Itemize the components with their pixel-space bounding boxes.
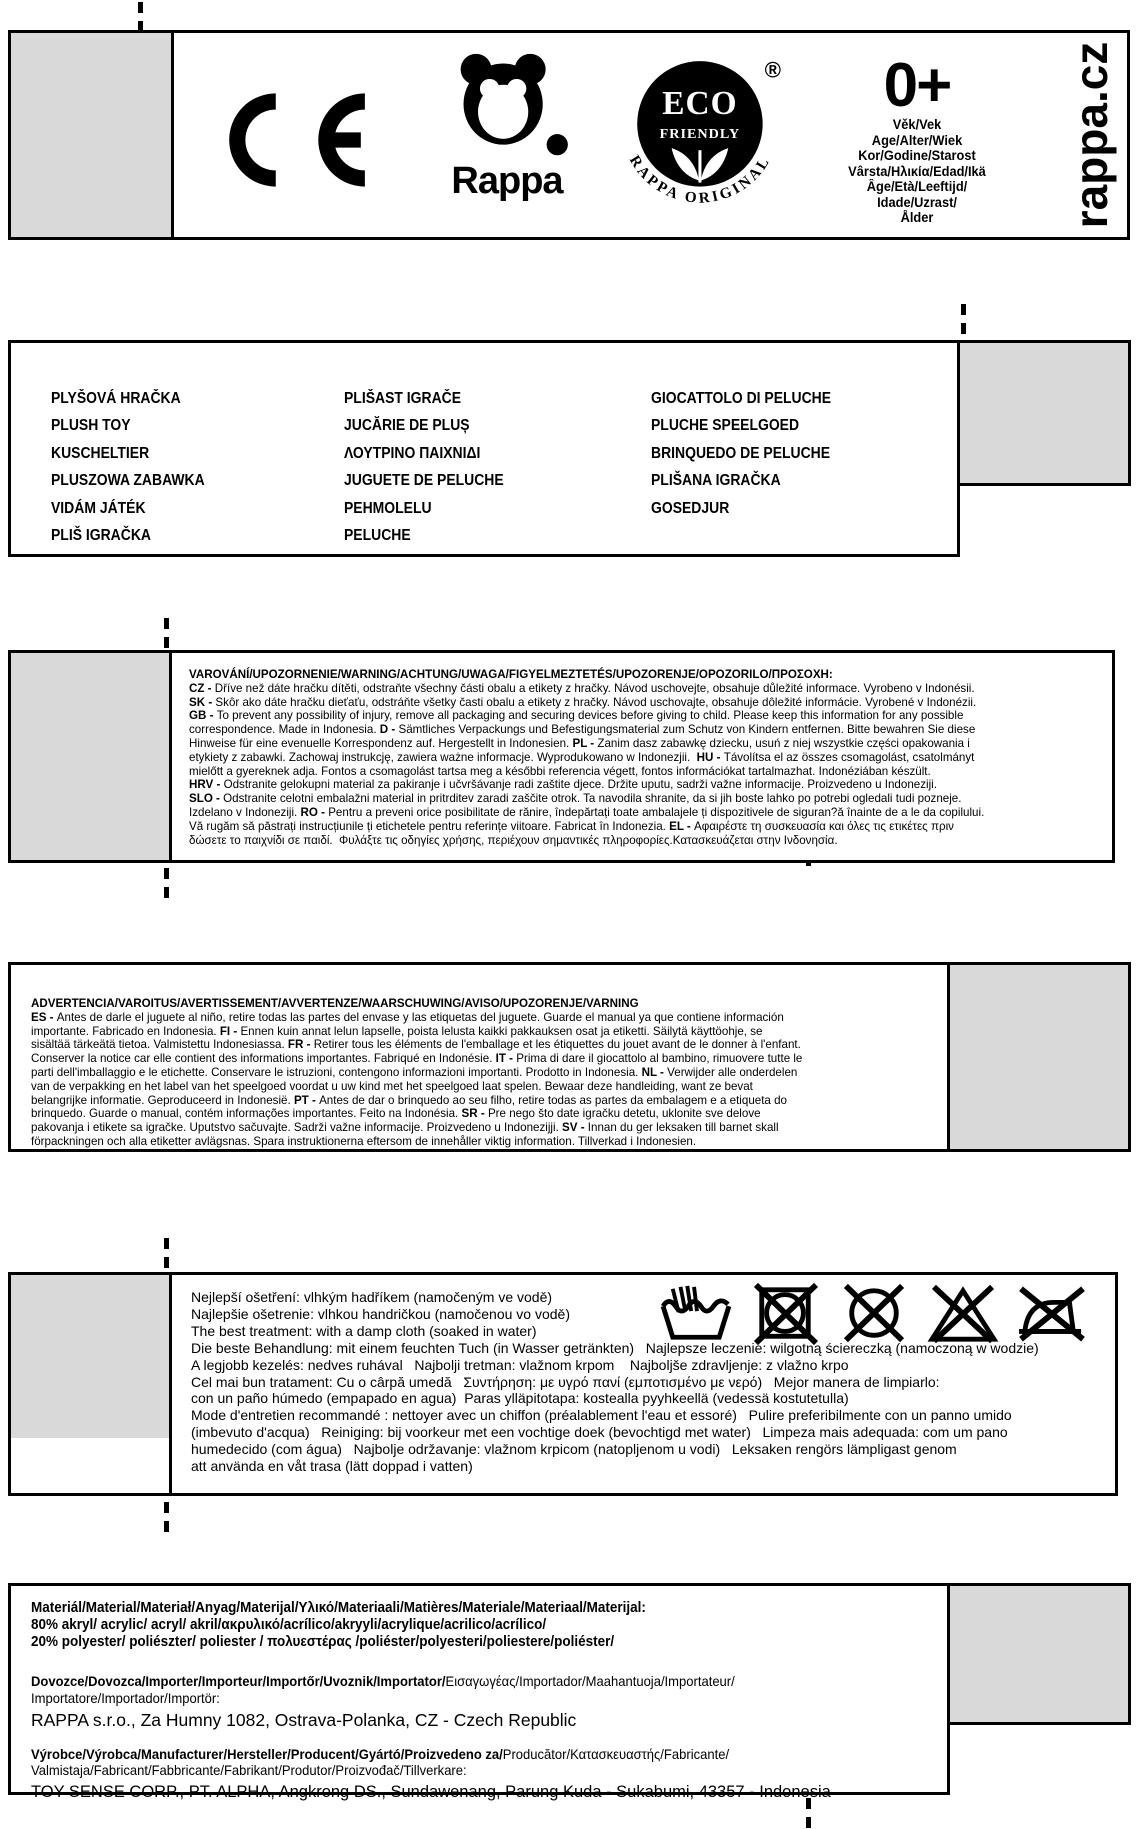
cut-mark (961, 304, 966, 342)
cut-mark (164, 1238, 169, 1276)
brand-wordmark: Rappa (451, 160, 563, 202)
text-line: SK - Skôr ako dáte hračku dieťaťu, odstráňte všetky časti obalu a etikety z hračky. Návod uschovajte, obsahuje dôležité informácie. Vyrobené v Indonézii. (189, 695, 977, 709)
masked-area (11, 653, 172, 860)
cut-mark (806, 1798, 811, 1829)
text-line: 80% akryl/ acrylic/ acryl/ akril/ακρυλικό/acrílico/akryyli/acrylique/acrilico/acrílico/ (31, 1617, 547, 1633)
warning-title: VAROVÁNÍ/UPOZORNENIE/WARNING/ACHTUNG/UWAGA/FIGYELMEZTETÉS/UPOZORENJE/OPOZORILO/ΠΡΟΣΟΧΗ: (189, 668, 833, 681)
text-line: Hinweise für eine evenuelle Korrespondenz auf. Hergestellt in Indonesien. PL - Zanim dasz zabawkę dziecku, usuń z niej wszystkie części opakowania i (189, 736, 970, 750)
text-line: parti dell'imballaggio e le etichette. Conservare le istruzioni, contengono informazioni importanti. Prodotto in Indonesia. NL - Verwijder alle onderdelen (31, 1065, 798, 1079)
text-line: PLIŠ IGRAČKA (51, 527, 151, 545)
text-line: Ålder (900, 210, 934, 225)
text-line: CZ - Dříve než dáte hračku dítěti, odstraňte všechny části obalu a etikety z hračky. Návod uschovejte, obsahuje důležité informace. Vyrobeno v Indonésii. (189, 681, 975, 695)
materials-block (31, 1600, 873, 1651)
manufacturer-address: TOY SENSE CORP., PT. ALPHA, Angkrong DS., Sundawenang, Parung Kuda - Sukabumi, 43357 - Indonesia (31, 1783, 831, 1802)
advertencia-title: ADVERTENCIA/VAROITUS/AVERTISSEMENT/AVVERTENZE/WAARSCHUWING/AVISO/UPOZORENJE/VARNING (31, 997, 639, 1010)
text-line: Cel mai bun tratament: Cu o cârpă umedă Συντήρηση: με υγρό πανί (εμποτισμένο με νερό) Mejor manera de limpiarlo: (191, 1373, 940, 1390)
materials-lines (31, 1617, 873, 1651)
text-line: con un paño húmedo (empapado en agua) Paras ylläpitotapa: kostealla pyyhkeellä (vedessä kostutetulla) (191, 1390, 849, 1407)
warning-lines (189, 682, 1114, 848)
website-text: rappa.cz (1065, 41, 1117, 229)
text-line: GOSEDJUR (651, 499, 730, 517)
text-line: PLUSZOWA ZABAWKA (51, 472, 205, 490)
text-line: A legjobb kezelés: nedves ruhával Najbolji tretman: vlažnom krpom Najboljše zdravljenje: z vlažno krpo (191, 1356, 849, 1373)
material-info-content (31, 1600, 936, 1802)
text-line: belangrijke informatie. Geproduceerd in Indonesië. PT - Antes de dar o brinquedo ao seu filho, retire todas as partes da embalagem e a etiqueta do (31, 1093, 788, 1107)
text-line: KUSCHELTIER (51, 444, 150, 462)
text-line: PLUCHE SPEELGOED (651, 417, 800, 435)
text-line: PLIŠANA IGRAČKA (651, 472, 781, 490)
materials-title: Materiál/Material/Materiał/Anyag/Materijal/Υλικό/Materiaali/Matières/Materiale/Materiaal/Materijal: (31, 1600, 646, 1616)
product-names-col3 (651, 385, 831, 522)
text-line: (imbevuto d'acqua) Reiniging: bij voorkeur met een vochtige doek (bevochtigd met water) Limpeza mais adequada: com um pano (191, 1424, 1008, 1441)
text-line: mielőtt a gyereknek adja. Fontos a csomagolást tartsa meg a későbbi referencia végett, fontos információkat tartalmazhat. Indonéziában készült. (189, 764, 931, 778)
handwash-icon (656, 1283, 736, 1345)
product-names-col1 (51, 385, 205, 549)
text-line: brinquedo. Guarde o manual, contém informações importantes. Feito na Indonésia. SR - Pre nego što date igračku detetu, uklonite sve delove (31, 1107, 761, 1121)
material-info-box (8, 1583, 950, 1802)
manufacturer-block (31, 1746, 936, 1803)
text-line: Kor/Godine/Starost (858, 148, 976, 163)
text-line: GIOCATTOLO DI PELUCHE (651, 390, 832, 407)
text-line: Nejlepší ošetření: vlhkým hadříkem (namočeným ve vodě) (191, 1289, 553, 1305)
text-line: Âge/Età/Leeftijd/ (866, 179, 968, 194)
text-line: PLUSH TOY (51, 417, 131, 435)
text-line: PLYŠOVÁ HRAČKA (51, 390, 181, 407)
text-line: Die beste Behandlung: mit einem feuchten Tuch (in Wasser getränkten) Najlepsze leczenie: wilgotną ściereczką (namoczoną w wodzie) (191, 1339, 1039, 1356)
text-line: sisältää tärkeätä tietoa. Valmistettu Indonesiassa. FR - Retirer tous les éléments de l'emballage et les étiquettes du jouet avant de le donner à l'enfant. (31, 1038, 801, 1052)
advertencia-text (31, 997, 936, 1149)
product-names-col2 (344, 385, 504, 549)
text-line: att använda en våt trasa (lätt doppad i vatten) (191, 1458, 473, 1475)
masked-area (11, 33, 174, 237)
text-line: ES - Antes de darle el juguete al niño, retire todas las partes del envase y las etiquetas del juguete. Guarde el manual ya que contiene información (31, 1010, 784, 1024)
cut-mark (164, 1502, 169, 1540)
importer-title: Dovozce/Dovozca/Importer/Importeur/Importőr/Uvoznik/Importator/Εισαγωγέας/Importador/Maahantuoja/Importateur/ (31, 1673, 735, 1689)
advertencia-box (8, 962, 950, 1152)
text-line: ΛΟΥΤΡΙΝΟ ΠΑΙΧΝΙΔΙ (344, 444, 481, 462)
masked-area (947, 1583, 1131, 1725)
text-line: Mode d'entretien recommandé : nettoyer avec un chiffon (préalablement l'eau et essoré) Pulire preferibilmente con un panno umido (191, 1407, 1012, 1424)
text-line: etykiety z zabawki. Zachowaj instrukcję, zawiera ważne informacje. Wyprodukowano w Indonezjii. HU - Távolítsa el az összes csomagolást, csatolmányt (189, 750, 975, 764)
text-line: HRV - Odstranite gelokupni material za pakiranje i učvršávanje radi zaštite djece. Držite uputu, sadrži važne informacije. Proizvedeno u Indoneziji. (189, 778, 937, 792)
text-line: PELUCHE (344, 527, 411, 545)
website-vertical (1063, 33, 1119, 237)
registered-mark: ® (764, 57, 781, 83)
text-line: JUGUETE DE PELUCHE (344, 472, 504, 490)
text-line: Najlepšie ošetrenie: vlhkou handričkou (namočenou vo vodě) (191, 1305, 570, 1322)
advertencia-lines (31, 1011, 936, 1149)
text-line: Věk/Vek (892, 117, 942, 132)
text-line: SLO - Odstranite celotni embalažni material in pritrditev zaradi zaščite otrok. Ta navodila shranite, da si jih boste lahko po potrebi ogledali tudi pozneje. (189, 792, 962, 806)
laundry-care-icons (656, 1283, 1092, 1345)
text-line: The best treatment: with a damp cloth (soaked in water) (191, 1322, 537, 1339)
ce-mark-icon (213, 91, 375, 194)
no-bleach-icon (923, 1283, 1003, 1345)
age-labels (811, 117, 1023, 226)
text-line: 20% polyester/ poliészter/ poliester / πολυεστέρας /poliéster/polyesteri/poliestere/poliéster/ (31, 1634, 615, 1650)
eco-badge-curved-text: RAPPA ORIGINAL (625, 152, 775, 207)
text-line: pakovanja i etikete sa igračke. Uputstvo sačuvajte. Sadrži važne informacije. Proizvedeno u Indonezijji. SV - Innan du ger leksaken till barnet skall (31, 1121, 779, 1135)
care-box (8, 1272, 1118, 1496)
importer-block (31, 1673, 936, 1730)
text-line: δώσετε το παιχνίδι σε παιδί. Φυλάξτε τις οδηγίες χρήσης, περιέχουν σημαντικές πληροφορίες.Κατασκευάζεται στην Ινδονησία. (189, 833, 838, 847)
masked-area (947, 962, 1131, 1152)
brand-logo (431, 49, 583, 203)
text-line: importante. Fabricado en Indonesia. FI - Ennen kuin annat lelun lapselle, poista lelusta kaikki pakkauksen osat ja etiketti. Säilytä käyttöohje, se (31, 1024, 763, 1038)
text-line: humedecido (com água) Najbolje održavanje: vlažnom krpicom (natopljenom u vodi) Leksaken rengörs lämpligast genom (191, 1441, 957, 1458)
masked-area (11, 1275, 172, 1493)
text-line: Vă rugăm să păstrați instrucțiunile ți etichetele pentru referințe viitoare. Fabricat în Indonezia. EL - Αφαιρέστε τη συσκευασία και όλες τις ετικέτες πριν (189, 819, 954, 833)
header-box (8, 30, 1130, 240)
warning-box (8, 650, 1115, 863)
importer-address: RAPPA s.r.o., Za Humny 1082, Ostrava-Polanka, CZ - Czech Republic (31, 1709, 577, 1730)
no-dry-clean-icon (834, 1283, 914, 1345)
text-line: JUCĂRIE DE PLUȘ (344, 417, 470, 435)
text-line: van de verpakking en het label van het speelgoed voordat u uw kind met het speelgoed laat spelen. Bewaar deze handleiding, want ze bevat (31, 1079, 753, 1093)
no-iron-icon (1012, 1283, 1092, 1345)
product-names-box (8, 340, 960, 557)
text-line: Age/Alter/Wiek (871, 132, 963, 148)
eco-friendly-badge (619, 51, 791, 220)
manufacturer-title-line2: Valmistaja/Fabricant/Fabbricante/Fabrikant/Produtor/Proizvođač/Tillverkare: (31, 1762, 467, 1779)
text-line: Izdelano v Indoneziji. RO - Pentru a preveni orice posibilitate de rănire, îndepărtați toate ambalajele ți dispozitivele de siguran?ă înainte de a le da copilului. (189, 805, 985, 819)
text-line: förpackningen och alla etiketter avlägsnas. Spara instruktionerna eftersom de innehåller viktig information. Tillverkad i Indonesien. (31, 1134, 697, 1148)
text-line: Conserver la notice car elle contient des informations importantes. Fabriqué en Indonésie. IT - Prima di dare il giocattolo al bambino, rimuovere tutte le (31, 1052, 803, 1066)
age-value: 0+ (883, 51, 951, 120)
text-line: PLIŠAST IGRAČE (344, 390, 462, 407)
importer-title-line2: Importatore/Importador/Importör: (31, 1689, 220, 1706)
text-line: BRINQUEDO DE PELUCHE (651, 444, 831, 462)
age-block (811, 51, 1023, 226)
bear-logo-icon (444, 49, 570, 163)
text-line: GB - To prevent any possibility of injury, remove all packaging and securing devices before giving to child. Please keep this information for any possible (189, 709, 964, 723)
text-line: Vârsta/Ηλικία/Edad/Ikä (848, 163, 986, 179)
no-tumble-dry-icon (745, 1283, 825, 1345)
text-line: correspondence. Made in Indonesia. D - Sämtliches Verpackungs und Befestigungsmaterial zum Schutz von Kindern entfernen. Bitte bewahren Sie diese (189, 723, 976, 737)
text-line: VIDÁM JÁTÉK (51, 499, 146, 517)
text-line: Idade/Uzrast/ (877, 194, 957, 210)
text-line: PEHMOLELU (344, 499, 432, 517)
eco-badge-line1: ECO (662, 84, 738, 122)
warning-text (189, 668, 1114, 847)
masked-area (957, 340, 1131, 486)
eco-badge-line2: FRIENDLY (659, 126, 741, 143)
manufacturer-title: Výrobce/Výrobca/Manufacturer/Hersteller/Producent/Gyártó/Proizvedeno za/Producător/Κατασκευαστής/Fabricante/ (31, 1745, 730, 1762)
cut-mark (164, 868, 169, 906)
